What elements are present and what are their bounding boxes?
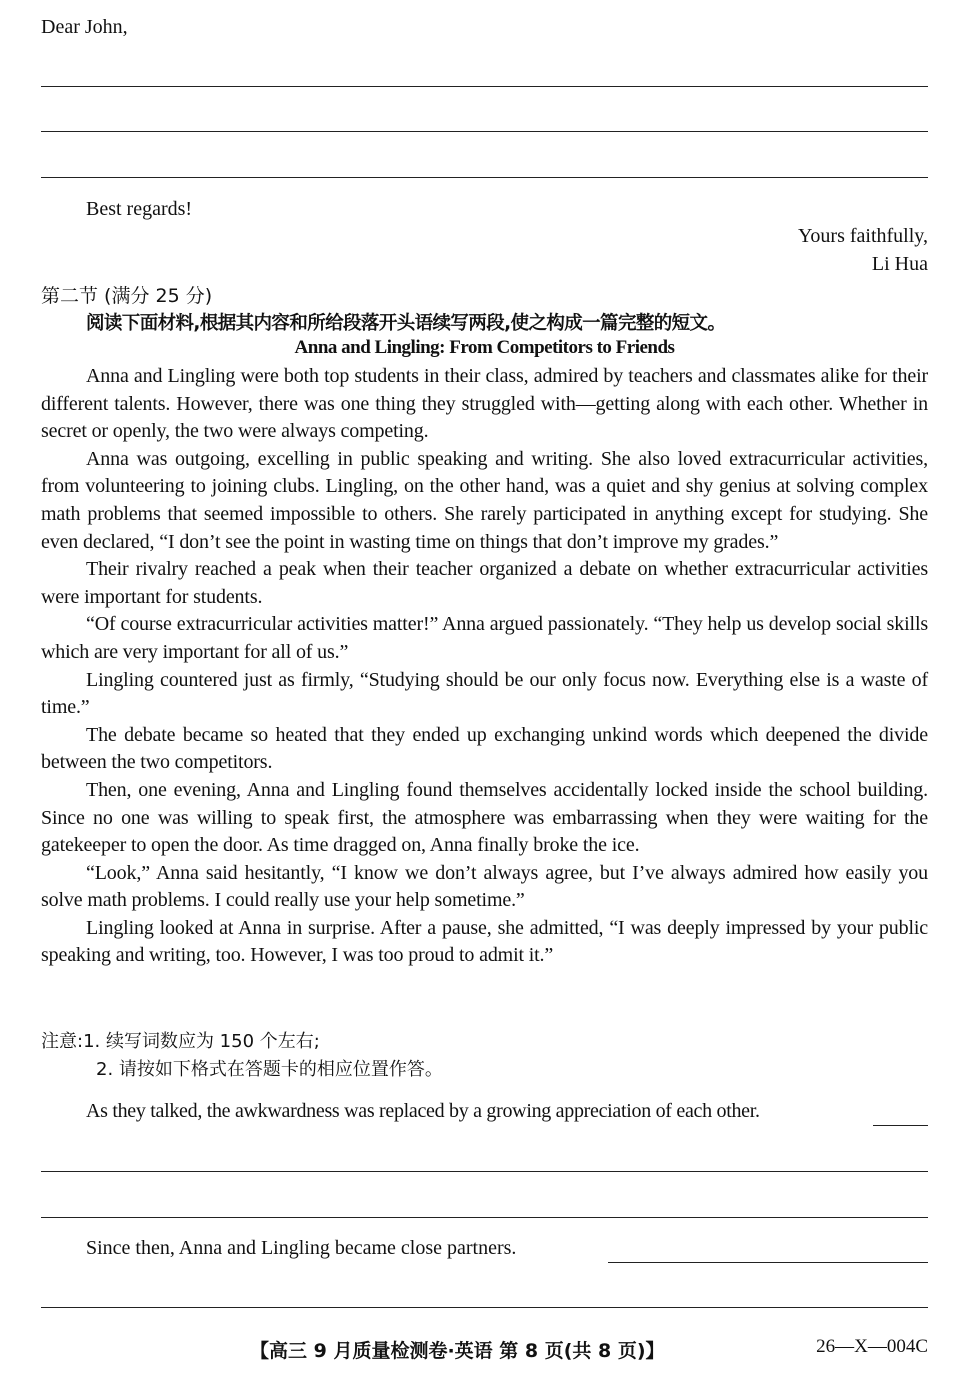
letter-signature: Li Hua [871,253,928,275]
answer-line[interactable] [41,1307,928,1308]
writing-line [41,131,928,132]
story-paragraph: “Look,” Anna said hesitantly, “I know we don’t always agree, but I’ve always admired how easily you solve math problems. I could really use your help sometime.” [41,861,928,912]
story-paragraph: The debate became so heated that they ended up exchanging unkind words which deepened the divide between the two competitors. [41,723,928,774]
letter-sign-off: Yours faithfully, [797,225,928,247]
section-heading: 第二节 (满分 25 分) [41,285,213,307]
story-title: Anna and Lingling: From Competitors to Friends [294,337,675,358]
paper-code: 26—X—004C [816,1336,928,1357]
section-instruction: 阅读下面材料,根据其内容和所给段落开头语续写两段,使之构成一篇完整的短文。 [86,313,726,334]
page-footer: 【高三 9 月质量检测卷·英语 第 8 页(共 8 页)】 [250,1340,665,1362]
answer-line[interactable] [41,1217,928,1218]
continuation-opening-2: Since then, Anna and Lingling became close partners. [86,1237,517,1259]
answer-line[interactable] [873,1125,928,1126]
letter-closing: Best regards! [86,198,193,220]
continuation-opening-1: As they talked, the awkwardness was replaced by a growing appreciation of each other. [86,1100,760,1122]
notes [41,1028,443,1084]
letter-greeting: Dear John, [41,16,128,38]
answer-line[interactable] [608,1262,928,1263]
answer-line[interactable] [41,1171,928,1172]
story-paragraph: Anna and Lingling were both top students in their class, admired by teachers and classmates alike for their different talents. However, there was one thing they struggled with—getting along with each other. Whether in secret or openly, the two were always competing. [41,365,928,443]
note-format: 2. 请按如下格式在答题卡的相应位置作答。 [96,1059,443,1080]
story-paragraph: Anna was outgoing, excelling in public speaking and writing. She also loved extracurricular activities, from volunteering to joining clubs. Lingling, on the other hand, was a quiet and shy genius at solving complex math problems that seemed impossible to others. She rarely participated in anything except for studying. She even declared, “I don’t see the point in wasting time on things that don’t improve my grades.” [41,447,928,553]
story-paragraph: Their rivalry reached a peak when their teacher organized a debate on whether extracurricular activities were important for students. [41,558,928,608]
writing-line [41,177,928,178]
story-paragraph: “Of course extracurricular activities matter!” Anna argued passionately. “They help us develop social skills which are very important for all of us.” [41,613,928,663]
story-paragraph: Lingling looked at Anna in surprise. After a pause, she admitted, “I was deeply impressed by your public speaking and writing, too. However, I was too proud to admit it.” [41,916,928,967]
note-word-count: 注意:1. 续写词数应为 150 个左右; [41,1031,320,1052]
story-paragraph: Lingling countered just as firmly, “Studying should be our only focus now. Everything else is a waste of time.” [41,668,928,719]
story-paragraph: Then, one evening, Anna and Lingling found themselves accidentally locked inside the school building. Since no one was willing to speak first, the atmosphere was embarrassing when they were waiting for the gatekeeper to open the door. As time dragged on, Anna finally broke the ice. [41,778,928,857]
writing-line [41,86,928,87]
story-body [41,363,928,970]
